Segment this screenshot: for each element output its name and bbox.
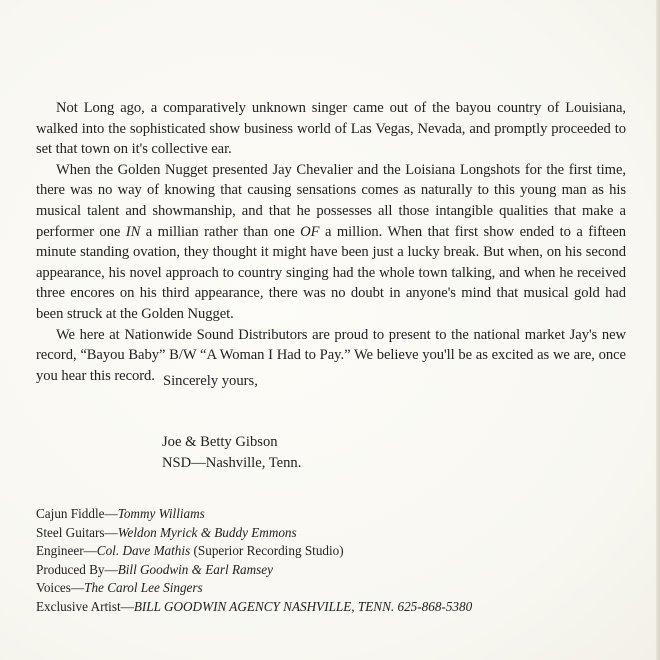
credits-list [36, 505, 472, 617]
credit-name: Bill Goodwin & Earl Ramsey [117, 561, 273, 577]
paragraph-2-text-b: a millian rather than one [140, 223, 301, 240]
signature-names: Joe & Betty Gibson [162, 434, 278, 450]
credit-row [36, 542, 472, 561]
credit-note: (Superior Recording Studio) [190, 543, 344, 559]
credit-name: BILL GOODWIN AGENCY NASHVILLE, TENN. 625-868-5380 [133, 598, 473, 614]
credit-role: Engineer— [36, 543, 97, 559]
signature-block [162, 432, 301, 473]
credit-role: Produced By— [36, 561, 118, 577]
credit-role: Exclusive Artist— [36, 598, 134, 614]
credit-role: Steel Guitars— [36, 524, 118, 540]
credit-name: The Carol Lee Singers [84, 580, 203, 596]
credit-row [36, 561, 472, 580]
page-edge [656, 0, 660, 660]
credit-name: Weldon Myrick & Buddy Emmons [117, 524, 297, 540]
credit-name: Tommy Williams [117, 506, 205, 521]
credit-role: Cajun Fiddle— [36, 506, 118, 521]
emphasis-in: IN [125, 223, 141, 240]
letter-body [36, 98, 626, 386]
emphasis-of: OF [300, 223, 320, 240]
letter-closing: Sincerely yours, [163, 373, 258, 389]
credit-row [36, 524, 472, 543]
paragraph-2-text-c: a million. When that first show ended to a fifteen minute standing ovation, they thought it might have been just a lucky break. But when, on his second appearance, his novel approach to country singing had the whole town talking, and when he received three encores on his third appearance, there was no doubt in anyone's mind that musical gold had been struck at the Golden Nugget. [36, 223, 626, 322]
credit-row [36, 505, 472, 524]
letter-paragraph-1: Not Long ago, a comparatively unknown singer came out of the bayou country of Louisiana, walked into the sophisticated show business world of Las Vegas, Nevada, and promptly proceeded to set that town on it's collective ear. [36, 100, 626, 158]
letter-paragraph-2 [36, 160, 626, 325]
credit-row [36, 598, 472, 617]
letter-paragraph-3: We here at Nationwide Sound Distributors are proud to present to the national market Jay's new record, “Bayou Baby” B/W “A Woman I Had to Pay.” We believe you'll be as excited as we are, once you hear this record. [36, 326, 626, 384]
credit-name: Col. Dave Mathis [96, 543, 191, 559]
credit-row [36, 579, 472, 598]
credit-role: Voices— [36, 580, 85, 596]
paragraph-2-text-a: When the Golden Nugget presented Jay Chevalier and the Loisiana Longshots for the first time, there was no way of knowing that causing sensations comes as naturally to this young man as his musical talent and showmanship, and that he possesses all those intangible qualities that make a performer one [36, 161, 626, 240]
signature-company: NSD—Nashville, Tenn. [162, 454, 302, 471]
